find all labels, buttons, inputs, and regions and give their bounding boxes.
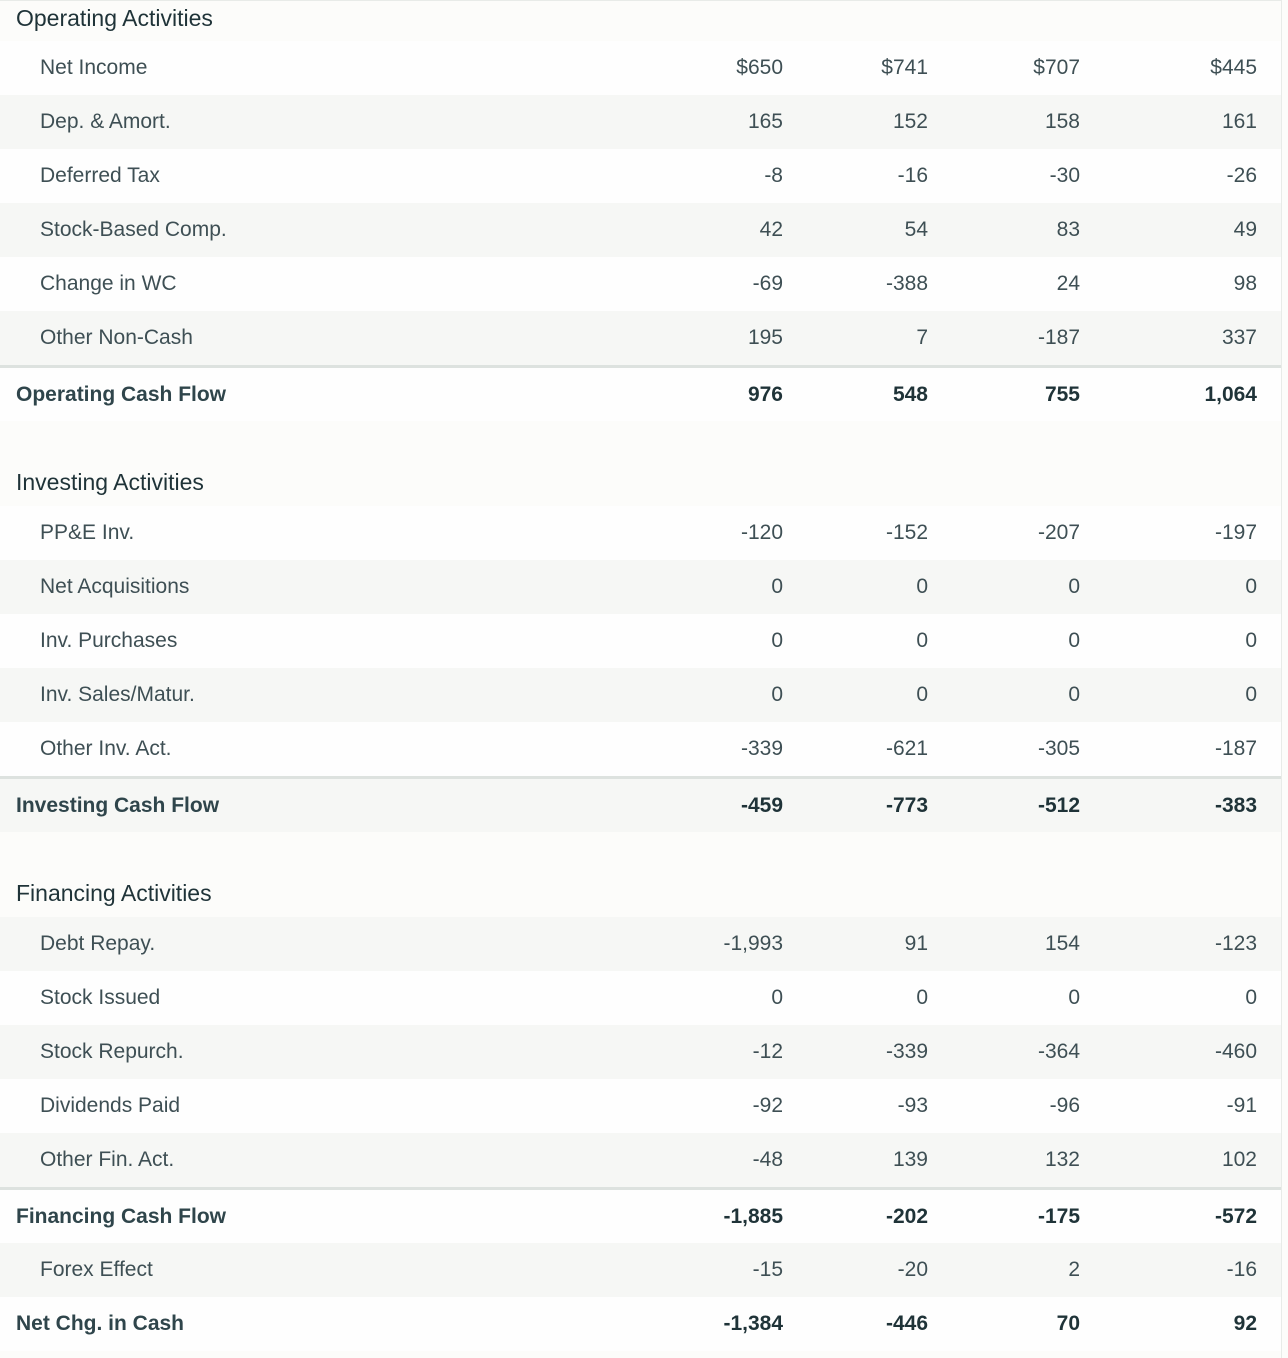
- cell: -26: [1226, 164, 1257, 187]
- section-spacer: [0, 421, 1281, 458]
- cell: 98: [1233, 272, 1257, 295]
- total-cell: -1,885: [723, 1204, 783, 1228]
- cell: 132: [1044, 1148, 1080, 1171]
- total-label: Financing Cash Flow: [16, 1204, 227, 1228]
- cell: 0: [771, 986, 783, 1009]
- net-change-cell: 92: [1233, 1312, 1257, 1335]
- cell: 195: [747, 326, 783, 349]
- cell: 337: [1221, 326, 1257, 349]
- cell: 0: [771, 575, 783, 598]
- total-cell: -572: [1214, 1204, 1257, 1228]
- table-row: [0, 95, 1281, 149]
- total-cell: 1,064: [1204, 382, 1257, 406]
- table-row: [0, 722, 1281, 776]
- cell: $445: [1210, 56, 1257, 79]
- total-row-investing: [0, 776, 1281, 832]
- cell: 161: [1221, 110, 1257, 133]
- row-label: Other Fin. Act.: [40, 1148, 175, 1171]
- cell: -12: [752, 1040, 783, 1063]
- row-label: PP&E Inv.: [40, 521, 135, 544]
- section-spacer: [0, 832, 1281, 869]
- cell: 0: [916, 575, 928, 598]
- table-row: [0, 1079, 1281, 1133]
- table-row: [0, 149, 1281, 203]
- table-row: [0, 971, 1281, 1025]
- total-cell: -459: [740, 793, 783, 817]
- row-label: Stock-Based Comp.: [40, 218, 227, 241]
- cell: -92: [752, 1094, 783, 1117]
- row-label: Forex Effect: [40, 1258, 153, 1281]
- net-change-cell: 70: [1056, 1312, 1080, 1335]
- cell: -96: [1049, 1094, 1080, 1117]
- cell: 7: [916, 326, 928, 349]
- table-row: [0, 203, 1281, 257]
- total-cell: 755: [1044, 382, 1080, 406]
- net-change-cell: -1,384: [723, 1312, 783, 1335]
- total-cell: -512: [1037, 793, 1080, 817]
- cell: $707: [1033, 56, 1080, 79]
- cell: 0: [1245, 575, 1257, 598]
- cell: 0: [1068, 575, 1080, 598]
- cell: 152: [892, 110, 928, 133]
- row-label: Net Acquisitions: [40, 575, 190, 598]
- table-row: [0, 668, 1281, 722]
- cell: -93: [897, 1094, 928, 1117]
- table-row: [0, 41, 1281, 95]
- net-change-row: [0, 1297, 1281, 1351]
- section-title-financing: Financing Activities: [0, 869, 1281, 917]
- row-label: Net Income: [40, 56, 148, 79]
- cell: 158: [1044, 110, 1080, 133]
- net-change-cell: -446: [885, 1312, 928, 1335]
- row-label: Dep. & Amort.: [40, 110, 171, 133]
- row-label: Dividends Paid: [40, 1094, 181, 1117]
- cell: 42: [759, 218, 783, 241]
- section-title-investing: Investing Activities: [0, 458, 1281, 506]
- total-cell: -175: [1037, 1204, 1080, 1228]
- cell: -8: [764, 164, 783, 187]
- cell: 91: [904, 932, 928, 955]
- cell: 0: [771, 683, 783, 706]
- row-label: Other Inv. Act.: [40, 737, 172, 760]
- total-row-operating: [0, 365, 1281, 421]
- cell: 0: [916, 683, 928, 706]
- cell: -339: [740, 737, 783, 760]
- cell: $741: [881, 56, 928, 79]
- cell: -20: [897, 1258, 928, 1281]
- total-cell: -773: [885, 793, 928, 817]
- cell: 83: [1056, 218, 1080, 241]
- cell: 2: [1068, 1258, 1080, 1281]
- cell: -187: [1037, 326, 1080, 349]
- cell: 0: [916, 629, 928, 652]
- cell: -123: [1214, 932, 1257, 955]
- row-label: Inv. Purchases: [40, 629, 178, 652]
- cell: 0: [1245, 683, 1257, 706]
- cell: 54: [904, 218, 928, 241]
- total-row-financing: [0, 1187, 1281, 1243]
- total-label: Operating Cash Flow: [16, 382, 227, 406]
- table-row: [0, 311, 1281, 365]
- row-label: Stock Issued: [40, 986, 161, 1009]
- cell: -339: [885, 1040, 928, 1063]
- net-change-label: Net Chg. in Cash: [16, 1312, 185, 1335]
- cell: -460: [1214, 1040, 1257, 1063]
- cell: -16: [897, 164, 928, 187]
- table-row: [0, 917, 1281, 971]
- cell: 154: [1044, 932, 1080, 955]
- cell: -621: [885, 737, 928, 760]
- cell: 0: [1068, 629, 1080, 652]
- cell: $650: [736, 56, 783, 79]
- cell: 0: [1245, 629, 1257, 652]
- cell: -16: [1226, 1258, 1257, 1281]
- cell: 102: [1221, 1148, 1257, 1171]
- cell: 0: [1245, 986, 1257, 1009]
- table-row: [0, 506, 1281, 560]
- cell: -305: [1037, 737, 1080, 760]
- cell: -30: [1049, 164, 1080, 187]
- cell: -197: [1214, 521, 1257, 544]
- cell: -69: [752, 272, 783, 295]
- cell: 0: [1068, 986, 1080, 1009]
- cell: 0: [771, 629, 783, 652]
- section-title-operating: Operating Activities: [0, 1, 1281, 41]
- cell: -120: [740, 521, 783, 544]
- row-label: Debt Repay.: [40, 932, 156, 955]
- cell: 49: [1233, 218, 1257, 241]
- cell: 24: [1056, 272, 1080, 295]
- cell: -15: [752, 1258, 783, 1281]
- table-row: [0, 257, 1281, 311]
- table-row-forex: [0, 1243, 1281, 1297]
- total-cell: -383: [1214, 793, 1257, 817]
- row-label: Other Non-Cash: [40, 326, 193, 349]
- table-row: [0, 560, 1281, 614]
- total-cell: -202: [885, 1204, 928, 1228]
- total-label: Investing Cash Flow: [16, 793, 220, 817]
- cell: -388: [885, 272, 928, 295]
- total-cell: 548: [892, 382, 928, 406]
- row-label: Inv. Sales/Matur.: [40, 683, 195, 706]
- cell: 0: [916, 986, 928, 1009]
- cell: 139: [892, 1148, 928, 1171]
- total-cell: 976: [747, 382, 783, 406]
- cell: -207: [1037, 521, 1080, 544]
- table-row: [0, 1133, 1281, 1187]
- cell: 0: [1068, 683, 1080, 706]
- row-label: Deferred Tax: [40, 164, 160, 187]
- cell: -48: [752, 1148, 783, 1171]
- row-label: Change in WC: [40, 272, 177, 295]
- cell: -1,993: [723, 932, 783, 955]
- table-row: [0, 614, 1281, 668]
- cell: -364: [1037, 1040, 1080, 1063]
- cell: -152: [885, 521, 928, 544]
- table-row: [0, 1025, 1281, 1079]
- cell: 165: [747, 110, 783, 133]
- cell: -91: [1226, 1094, 1257, 1117]
- cell: -187: [1214, 737, 1257, 760]
- row-label: Stock Repurch.: [40, 1040, 184, 1063]
